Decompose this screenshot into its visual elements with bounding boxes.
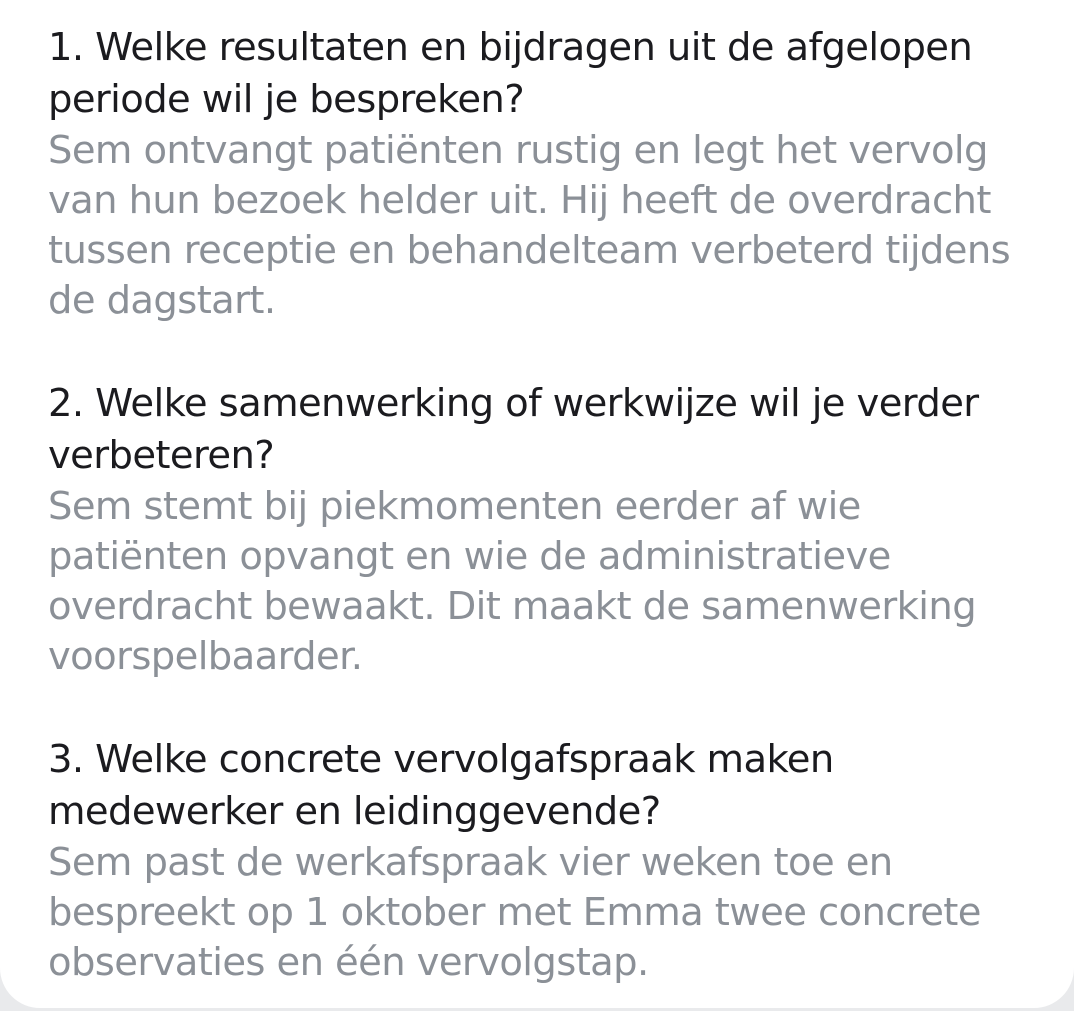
question-text: 1. Welke resultaten en bijdragen uit de afgelopen periode wil je bespreken? (48, 25, 973, 122)
question-block-3 (48, 734, 1034, 988)
answer-text: Sem past de werkafspraak vier weken toe en bespreekt op 1 oktober met Emma twee concrete observaties en één vervolgstap. (48, 840, 981, 985)
answer-text: Sem stemt bij piekmomenten eerder af wie patiënten opvangt en wie de administratieve overdracht bewaakt. Dit maakt de samenwerking voorspelbaarder. (48, 484, 977, 679)
question-block-1 (48, 22, 1034, 326)
question-text: 2. Welke samenwerking of werkwijze wil je verder verbeteren? (48, 381, 979, 478)
question-block-2 (48, 378, 1034, 682)
answer-text: Sem ontvangt patiënten rustig en legt het vervolg van hun bezoek helder uit. Hij heeft de overdracht tussen receptie en behandelteam verbeterd tijdens de dagstart. (48, 128, 1011, 323)
question-text: 3. Welke concrete vervolgafspraak maken medewerker en leidinggevende? (48, 737, 834, 834)
